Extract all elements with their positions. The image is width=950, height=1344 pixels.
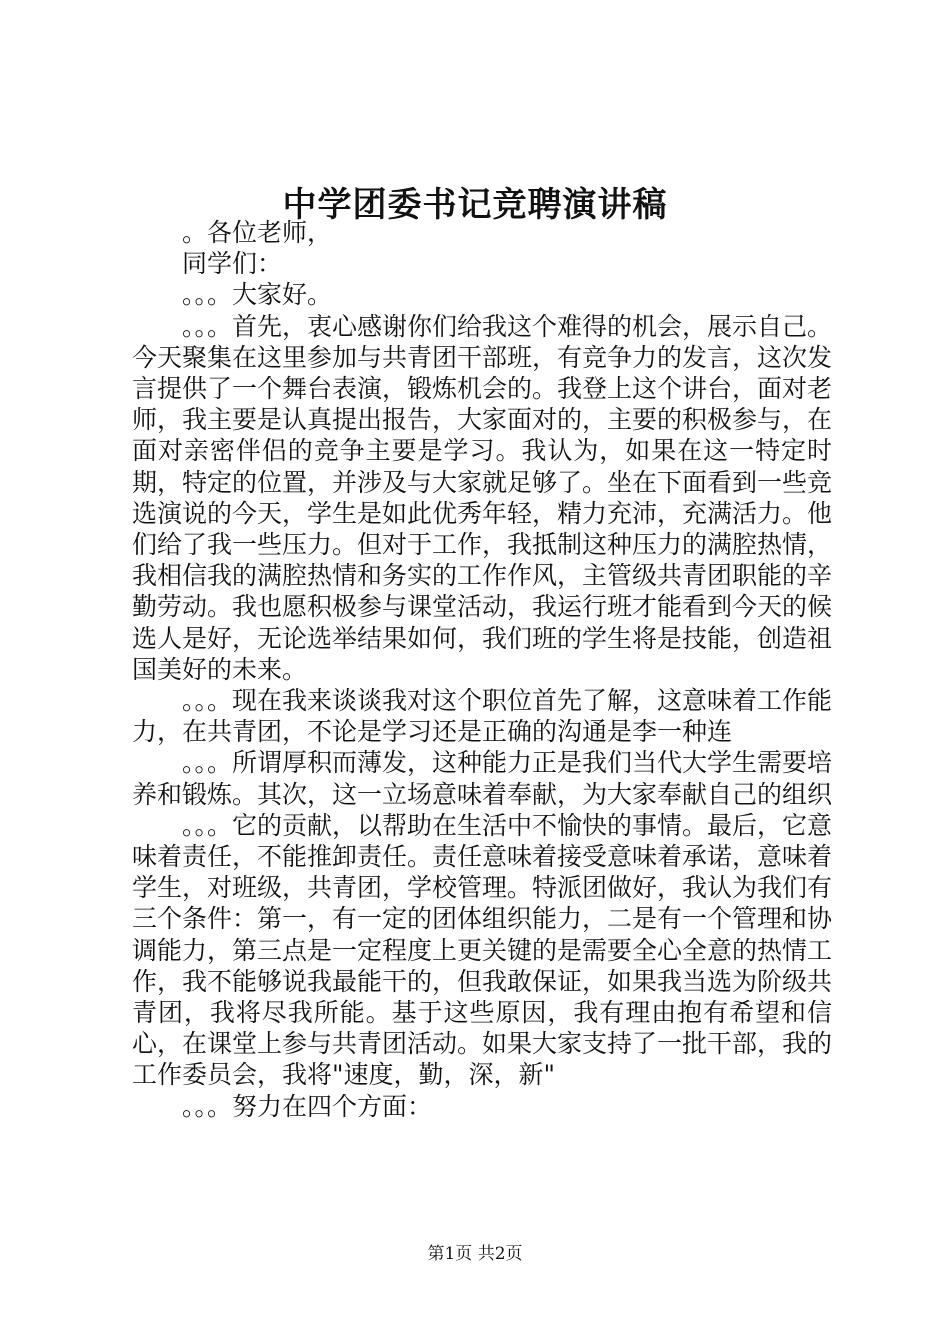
paragraph: 同学们： <box>182 249 283 279</box>
document-body <box>132 217 832 1122</box>
paragraph: 。。。首先，衷心感谢你们给我这个难得的机会，展示自己。今天聚集在这里参加与共青团干部班，有竞争力的发言，这次发言提供了一个舞台表演，锻炼机会的。我登上这个讲台，面对老师，我主要是认真提出报告，大家面对的，主要的积极参与，在面对亲密伴侣的竞争主要是学习。我认为，如果在这一特定时期，特定的位置，并涉及与大家就足够了。坐在下面看到一些竞选演说的今天，学生是如此优秀年轻，精力充沛，充满活力。他们给了我一些压力。但对于工作，我抵制这种压力的满腔热情，我相信我的满腔热情和务实的工作作风，主管级共青团职能的辛勤劳动。我也愿积极参与课堂活动，我运行班才能看到今天的候选人是好，无论选举结果如何，我们班的学生将是技能，创造祖国美好的未来。 <box>132 311 833 684</box>
paragraph: 。各位老师， <box>182 218 333 247</box>
document-title: 中学团委书记竞聘演讲稿 <box>282 185 668 225</box>
page-footer: 第1页 共2页 <box>427 1244 523 1264</box>
paragraph: 。。。大家好。 <box>182 280 333 310</box>
paragraph: 。。。现在我来谈谈我对这个职位首先了解，这意味着工作能力，在共青团，不论是学习还是正确的沟通是李一种连 <box>132 686 833 747</box>
paragraph: 。。。它的贡献，以帮助在生活中不愉快的事情。最后，它意味着责任，不能推卸责任。责任意味着接受意味着承诺，意味着学生，对班级，共青团，学校管理。特派团做好，我认为我们有三个条件：第一，有一定的团体组织能力，二是有一个管理和协调能力，第三点是一定程度上更关键的是需要全心全意的热情工作，我不能够说我最能干的，但我敢保证，如果我当选为阶级共青团，我将尽我所能。基于这些原因，我有理由抱有希望和信心，在课堂上参与共青团活动。如果大家支持了一批干部，我的工作委员会，我将"速度，勤，深，新" <box>132 810 833 1090</box>
paragraph: 。。。努力在四个方面： <box>182 1091 433 1121</box>
paragraph: 。。。所谓厚积而薄发，这种能力正是我们当代大学生需要培养和锻炼。其次，这一立场意味着奉献，为大家奉献自己的组织 <box>132 748 833 809</box>
